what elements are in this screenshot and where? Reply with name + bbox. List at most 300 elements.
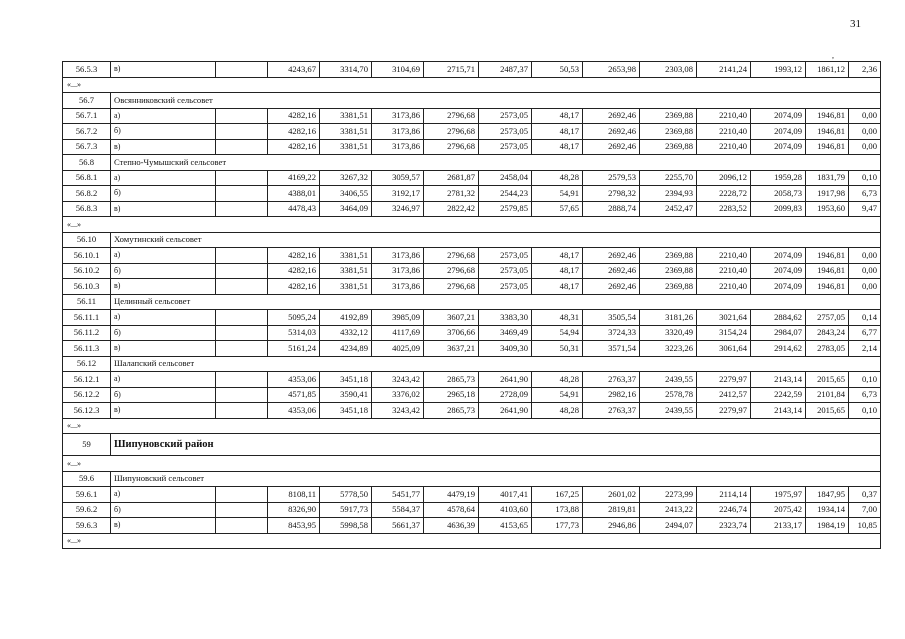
table-row bbox=[63, 325, 881, 341]
table-row bbox=[63, 387, 881, 403]
table-row bbox=[63, 201, 881, 217]
value-cell: 3173,86 bbox=[372, 124, 424, 140]
value-cell: 2452,47 bbox=[640, 201, 697, 217]
table-row bbox=[63, 170, 881, 186]
row-letter: б) bbox=[111, 186, 216, 202]
empty-cell bbox=[216, 201, 268, 217]
value-cell: 2323,74 bbox=[697, 518, 751, 534]
value-cell: 3381,51 bbox=[320, 139, 372, 155]
value-cell: 2074,09 bbox=[751, 279, 806, 295]
value-cell: 3181,26 bbox=[640, 310, 697, 326]
table-row bbox=[63, 518, 881, 534]
row-code: 56.12 bbox=[63, 356, 111, 372]
row-letter: а) bbox=[111, 248, 216, 264]
row-code: 59.6.1 bbox=[63, 487, 111, 503]
value-cell: 5451,77 bbox=[372, 487, 424, 503]
value-cell: 9,47 bbox=[849, 201, 881, 217]
value-cell: 8453,95 bbox=[268, 518, 320, 534]
empty-cell bbox=[216, 186, 268, 202]
section-row bbox=[63, 232, 881, 248]
empty-cell bbox=[216, 310, 268, 326]
value-cell: 2884,62 bbox=[751, 310, 806, 326]
value-cell: 3223,26 bbox=[640, 341, 697, 357]
value-cell: 2303,08 bbox=[640, 62, 697, 78]
value-cell: 0,10 bbox=[849, 372, 881, 388]
ellipsis-text: «...» bbox=[63, 77, 881, 93]
ellipsis-row bbox=[63, 456, 881, 472]
value-cell: 3173,86 bbox=[372, 139, 424, 155]
value-cell: 3381,51 bbox=[320, 124, 372, 140]
value-cell: 2819,81 bbox=[583, 502, 640, 518]
value-cell: 2843,24 bbox=[806, 325, 849, 341]
row-letter: в) bbox=[111, 279, 216, 295]
row-letter: в) bbox=[111, 139, 216, 155]
value-cell: 4192,89 bbox=[320, 310, 372, 326]
row-code: 56.10.1 bbox=[63, 248, 111, 264]
value-cell: 2578,78 bbox=[640, 387, 697, 403]
empty-cell bbox=[216, 170, 268, 186]
value-cell: 2075,42 bbox=[751, 502, 806, 518]
value-cell: 2573,05 bbox=[479, 139, 532, 155]
value-cell: 2210,40 bbox=[697, 279, 751, 295]
value-cell: 7,00 bbox=[849, 502, 881, 518]
value-cell: 2579,85 bbox=[479, 201, 532, 217]
value-cell: 2692,46 bbox=[583, 124, 640, 140]
value-cell: 0,37 bbox=[849, 487, 881, 503]
table-row bbox=[63, 310, 881, 326]
ellipsis-text: «...» bbox=[63, 217, 881, 233]
row-letter: а) bbox=[111, 108, 216, 124]
value-cell: 48,17 bbox=[532, 139, 583, 155]
value-cell: 4388,01 bbox=[268, 186, 320, 202]
row-code: 56.8.1 bbox=[63, 170, 111, 186]
value-cell: 2579,53 bbox=[583, 170, 640, 186]
value-cell: 4153,65 bbox=[479, 518, 532, 534]
value-cell: 54,91 bbox=[532, 186, 583, 202]
value-cell: 3243,42 bbox=[372, 372, 424, 388]
empty-cell bbox=[216, 248, 268, 264]
value-cell: 4636,39 bbox=[424, 518, 479, 534]
value-cell: 3173,86 bbox=[372, 248, 424, 264]
scan-mark: , bbox=[832, 51, 834, 60]
table-row bbox=[63, 341, 881, 357]
ellipsis-row bbox=[63, 418, 881, 434]
value-cell: 2279,97 bbox=[697, 372, 751, 388]
value-cell: 2015,65 bbox=[806, 403, 849, 419]
value-cell: 0,00 bbox=[849, 248, 881, 264]
value-cell: 2763,37 bbox=[583, 403, 640, 419]
ellipsis-text: «...» bbox=[63, 456, 881, 472]
empty-cell bbox=[216, 263, 268, 279]
value-cell: 3451,18 bbox=[320, 403, 372, 419]
value-cell: 4353,06 bbox=[268, 403, 320, 419]
value-cell: 2283,52 bbox=[697, 201, 751, 217]
ellipsis-text: «...» bbox=[63, 533, 881, 549]
value-cell: 2494,07 bbox=[640, 518, 697, 534]
value-cell: 2074,09 bbox=[751, 263, 806, 279]
section-row bbox=[63, 356, 881, 372]
table-row bbox=[63, 124, 881, 140]
row-letter: в) bbox=[111, 518, 216, 534]
value-cell: 5584,37 bbox=[372, 502, 424, 518]
value-cell: 3021,64 bbox=[697, 310, 751, 326]
value-cell: 2865,73 bbox=[424, 403, 479, 419]
value-cell: 48,17 bbox=[532, 108, 583, 124]
value-cell: 3104,69 bbox=[372, 62, 424, 78]
value-cell: 1917,98 bbox=[806, 186, 849, 202]
value-cell: 3590,41 bbox=[320, 387, 372, 403]
value-cell: 3381,51 bbox=[320, 108, 372, 124]
value-cell: 2692,46 bbox=[583, 108, 640, 124]
value-cell: 1993,12 bbox=[751, 62, 806, 78]
value-cell: 2369,88 bbox=[640, 124, 697, 140]
value-cell: 1946,81 bbox=[806, 279, 849, 295]
value-cell: 4282,16 bbox=[268, 263, 320, 279]
empty-cell bbox=[216, 341, 268, 357]
value-cell: 1946,81 bbox=[806, 124, 849, 140]
value-cell: 167,25 bbox=[532, 487, 583, 503]
value-cell: 2439,55 bbox=[640, 372, 697, 388]
table-row bbox=[63, 403, 881, 419]
value-cell: 1953,60 bbox=[806, 201, 849, 217]
value-cell: 2,36 bbox=[849, 62, 881, 78]
value-cell: 2796,68 bbox=[424, 139, 479, 155]
value-cell: 2692,46 bbox=[583, 279, 640, 295]
value-cell: 1959,28 bbox=[751, 170, 806, 186]
value-cell: 54,94 bbox=[532, 325, 583, 341]
section-row bbox=[63, 155, 881, 171]
table-row bbox=[63, 502, 881, 518]
row-letter: в) bbox=[111, 341, 216, 357]
value-cell: 4479,19 bbox=[424, 487, 479, 503]
value-cell: 2074,09 bbox=[751, 248, 806, 264]
value-cell: 2074,09 bbox=[751, 108, 806, 124]
table-row bbox=[63, 487, 881, 503]
value-cell: 2692,46 bbox=[583, 263, 640, 279]
value-cell: 2246,74 bbox=[697, 502, 751, 518]
row-code: 56.11.3 bbox=[63, 341, 111, 357]
value-cell: 2965,18 bbox=[424, 387, 479, 403]
value-cell: 54,91 bbox=[532, 387, 583, 403]
ellipsis-row bbox=[63, 217, 881, 233]
value-cell: 3173,86 bbox=[372, 263, 424, 279]
row-code: 59.6.2 bbox=[63, 502, 111, 518]
empty-cell bbox=[216, 139, 268, 155]
value-cell: 4332,12 bbox=[320, 325, 372, 341]
row-code: 56.8.2 bbox=[63, 186, 111, 202]
row-code: 56.10.3 bbox=[63, 279, 111, 295]
value-cell: 2653,98 bbox=[583, 62, 640, 78]
value-cell: 2074,09 bbox=[751, 124, 806, 140]
value-cell: 0,00 bbox=[849, 108, 881, 124]
empty-cell bbox=[216, 518, 268, 534]
ellipsis-row bbox=[63, 533, 881, 549]
table-row bbox=[63, 279, 881, 295]
value-cell: 5095,24 bbox=[268, 310, 320, 326]
value-cell: 3505,54 bbox=[583, 310, 640, 326]
row-code: 56.12.3 bbox=[63, 403, 111, 419]
value-cell: 2228,72 bbox=[697, 186, 751, 202]
value-cell: 2796,68 bbox=[424, 248, 479, 264]
value-cell: 1946,81 bbox=[806, 139, 849, 155]
value-cell: 48,31 bbox=[532, 310, 583, 326]
value-cell: 3637,21 bbox=[424, 341, 479, 357]
ellipsis-text: «...» bbox=[63, 418, 881, 434]
value-cell: 1946,81 bbox=[806, 248, 849, 264]
value-cell: 2715,71 bbox=[424, 62, 479, 78]
value-cell: 2796,68 bbox=[424, 279, 479, 295]
empty-cell bbox=[216, 279, 268, 295]
value-cell: 57,65 bbox=[532, 201, 583, 217]
value-cell: 2101,84 bbox=[806, 387, 849, 403]
value-cell: 2601,02 bbox=[583, 487, 640, 503]
value-cell: 4025,09 bbox=[372, 341, 424, 357]
value-cell: 2141,24 bbox=[697, 62, 751, 78]
value-cell: 2412,57 bbox=[697, 387, 751, 403]
value-cell: 2692,46 bbox=[583, 139, 640, 155]
row-code: 56.11.1 bbox=[63, 310, 111, 326]
row-letter: а) bbox=[111, 372, 216, 388]
value-cell: 2015,65 bbox=[806, 372, 849, 388]
value-cell: 2796,68 bbox=[424, 108, 479, 124]
row-letter: б) bbox=[111, 387, 216, 403]
row-letter: а) bbox=[111, 487, 216, 503]
tariff-table bbox=[62, 61, 881, 549]
row-code: 59.6.3 bbox=[63, 518, 111, 534]
value-cell: 1861,12 bbox=[806, 62, 849, 78]
value-cell: 2487,37 bbox=[479, 62, 532, 78]
value-cell: 2114,14 bbox=[697, 487, 751, 503]
value-cell: 1946,81 bbox=[806, 108, 849, 124]
row-code: 56.10.2 bbox=[63, 263, 111, 279]
value-cell: 3059,57 bbox=[372, 170, 424, 186]
value-cell: 2641,90 bbox=[479, 403, 532, 419]
value-cell: 2369,88 bbox=[640, 279, 697, 295]
row-letter: а) bbox=[111, 170, 216, 186]
row-letter: в) bbox=[111, 62, 216, 78]
value-cell: 2641,90 bbox=[479, 372, 532, 388]
value-cell: 3173,86 bbox=[372, 279, 424, 295]
value-cell: 2888,74 bbox=[583, 201, 640, 217]
value-cell: 2369,88 bbox=[640, 108, 697, 124]
row-code: 56.7 bbox=[63, 93, 111, 109]
value-cell: 5917,73 bbox=[320, 502, 372, 518]
table-row bbox=[63, 62, 881, 78]
table-row bbox=[63, 108, 881, 124]
value-cell: 2210,40 bbox=[697, 248, 751, 264]
value-cell: 48,17 bbox=[532, 279, 583, 295]
value-cell: 2096,12 bbox=[697, 170, 751, 186]
value-cell: 2074,09 bbox=[751, 139, 806, 155]
row-code: 56.8.3 bbox=[63, 201, 111, 217]
value-cell: 5661,37 bbox=[372, 518, 424, 534]
value-cell: 3381,51 bbox=[320, 279, 372, 295]
value-cell: 3383,30 bbox=[479, 310, 532, 326]
empty-cell bbox=[216, 372, 268, 388]
value-cell: 3154,24 bbox=[697, 325, 751, 341]
section-row bbox=[63, 471, 881, 487]
value-cell: 4169,22 bbox=[268, 170, 320, 186]
row-code: 56.12.1 bbox=[63, 372, 111, 388]
value-cell: 4282,16 bbox=[268, 139, 320, 155]
value-cell: 2946,86 bbox=[583, 518, 640, 534]
value-cell: 2273,99 bbox=[640, 487, 697, 503]
section-name: Шипуновский сельсовет bbox=[111, 471, 881, 487]
value-cell: 2798,32 bbox=[583, 186, 640, 202]
value-cell: 50,31 bbox=[532, 341, 583, 357]
ellipsis-row bbox=[63, 77, 881, 93]
value-cell: 2413,22 bbox=[640, 502, 697, 518]
value-cell: 2573,05 bbox=[479, 108, 532, 124]
value-cell: 2255,70 bbox=[640, 170, 697, 186]
value-cell: 4353,06 bbox=[268, 372, 320, 388]
value-cell: 48,17 bbox=[532, 248, 583, 264]
value-cell: 48,28 bbox=[532, 372, 583, 388]
section-row bbox=[63, 93, 881, 109]
value-cell: 2210,40 bbox=[697, 139, 751, 155]
value-cell: 48,17 bbox=[532, 124, 583, 140]
value-cell: 3724,33 bbox=[583, 325, 640, 341]
value-cell: 3246,97 bbox=[372, 201, 424, 217]
empty-cell bbox=[216, 387, 268, 403]
value-cell: 3381,51 bbox=[320, 263, 372, 279]
value-cell: 4282,16 bbox=[268, 279, 320, 295]
value-cell: 3451,18 bbox=[320, 372, 372, 388]
value-cell: 8326,90 bbox=[268, 502, 320, 518]
value-cell: 5161,24 bbox=[268, 341, 320, 357]
value-cell: 2822,42 bbox=[424, 201, 479, 217]
value-cell: 4578,64 bbox=[424, 502, 479, 518]
value-cell: 2573,05 bbox=[479, 248, 532, 264]
value-cell: 5778,50 bbox=[320, 487, 372, 503]
empty-cell bbox=[216, 124, 268, 140]
row-letter: б) bbox=[111, 124, 216, 140]
value-cell: 3061,64 bbox=[697, 341, 751, 357]
value-cell: 2781,32 bbox=[424, 186, 479, 202]
value-cell: 5314,03 bbox=[268, 325, 320, 341]
table-row bbox=[63, 248, 881, 264]
value-cell: 2757,05 bbox=[806, 310, 849, 326]
section-name: Степно-Чумышский сельсовет bbox=[111, 155, 881, 171]
value-cell: 4282,16 bbox=[268, 108, 320, 124]
value-cell: 3320,49 bbox=[640, 325, 697, 341]
value-cell: 2984,07 bbox=[751, 325, 806, 341]
section-row bbox=[63, 294, 881, 310]
value-cell: 2210,40 bbox=[697, 108, 751, 124]
table-row bbox=[63, 263, 881, 279]
value-cell: 2982,16 bbox=[583, 387, 640, 403]
value-cell: 0,10 bbox=[849, 403, 881, 419]
empty-cell bbox=[216, 108, 268, 124]
value-cell: 2763,37 bbox=[583, 372, 640, 388]
value-cell: 4017,41 bbox=[479, 487, 532, 503]
row-code: 59.6 bbox=[63, 471, 111, 487]
value-cell: 2210,40 bbox=[697, 124, 751, 140]
value-cell: 2458,04 bbox=[479, 170, 532, 186]
value-cell: 2143,14 bbox=[751, 403, 806, 419]
value-cell: 2728,09 bbox=[479, 387, 532, 403]
value-cell: 2796,68 bbox=[424, 124, 479, 140]
row-letter: б) bbox=[111, 502, 216, 518]
value-cell: 10,85 bbox=[849, 518, 881, 534]
value-cell: 1847,95 bbox=[806, 487, 849, 503]
value-cell: 0,10 bbox=[849, 170, 881, 186]
value-cell: 3173,86 bbox=[372, 108, 424, 124]
row-letter: б) bbox=[111, 263, 216, 279]
row-letter: в) bbox=[111, 201, 216, 217]
value-cell: 4234,89 bbox=[320, 341, 372, 357]
value-cell: 2369,88 bbox=[640, 248, 697, 264]
value-cell: 50,53 bbox=[532, 62, 583, 78]
empty-cell bbox=[216, 403, 268, 419]
row-letter: в) bbox=[111, 403, 216, 419]
row-code: 56.11.2 bbox=[63, 325, 111, 341]
row-letter: а) bbox=[111, 310, 216, 326]
value-cell: 1946,81 bbox=[806, 263, 849, 279]
empty-cell bbox=[216, 62, 268, 78]
value-cell: 1975,97 bbox=[751, 487, 806, 503]
row-code: 56.5.3 bbox=[63, 62, 111, 78]
value-cell: 8108,11 bbox=[268, 487, 320, 503]
table-row bbox=[63, 186, 881, 202]
section-name: Овсянниковский сельсовет bbox=[111, 93, 881, 109]
empty-cell bbox=[216, 502, 268, 518]
row-code: 56.8 bbox=[63, 155, 111, 171]
value-cell: 3267,32 bbox=[320, 170, 372, 186]
value-cell: 3985,09 bbox=[372, 310, 424, 326]
district-row bbox=[63, 434, 881, 456]
row-code: 56.12.2 bbox=[63, 387, 111, 403]
value-cell: 0,00 bbox=[849, 263, 881, 279]
value-cell: 4243,67 bbox=[268, 62, 320, 78]
value-cell: 2544,23 bbox=[479, 186, 532, 202]
value-cell: 3571,54 bbox=[583, 341, 640, 357]
value-cell: 6,77 bbox=[849, 325, 881, 341]
section-name: Хомутинский сельсовет bbox=[111, 232, 881, 248]
value-cell: 2143,14 bbox=[751, 372, 806, 388]
value-cell: 2573,05 bbox=[479, 263, 532, 279]
value-cell: 2865,73 bbox=[424, 372, 479, 388]
value-cell: 2573,05 bbox=[479, 279, 532, 295]
row-code: 56.7.3 bbox=[63, 139, 111, 155]
value-cell: 2394,93 bbox=[640, 186, 697, 202]
value-cell: 3607,21 bbox=[424, 310, 479, 326]
value-cell: 5998,58 bbox=[320, 518, 372, 534]
value-cell: 0,00 bbox=[849, 279, 881, 295]
value-cell: 2573,05 bbox=[479, 124, 532, 140]
value-cell: 4282,16 bbox=[268, 248, 320, 264]
table-row bbox=[63, 372, 881, 388]
value-cell: 6,73 bbox=[849, 186, 881, 202]
value-cell: 2,14 bbox=[849, 341, 881, 357]
value-cell: 2783,05 bbox=[806, 341, 849, 357]
section-name: Целинный сельсовет bbox=[111, 294, 881, 310]
row-code: 56.7.2 bbox=[63, 124, 111, 140]
value-cell: 4117,69 bbox=[372, 325, 424, 341]
value-cell: 2210,40 bbox=[697, 263, 751, 279]
value-cell: 3381,51 bbox=[320, 248, 372, 264]
value-cell: 4282,16 bbox=[268, 124, 320, 140]
value-cell: 2058,73 bbox=[751, 186, 806, 202]
table-body bbox=[63, 62, 881, 549]
value-cell: 3469,49 bbox=[479, 325, 532, 341]
value-cell: 3314,70 bbox=[320, 62, 372, 78]
value-cell: 2914,62 bbox=[751, 341, 806, 357]
value-cell: 3409,30 bbox=[479, 341, 532, 357]
value-cell: 0,00 bbox=[849, 139, 881, 155]
row-code: 56.7.1 bbox=[63, 108, 111, 124]
value-cell: 48,28 bbox=[532, 403, 583, 419]
